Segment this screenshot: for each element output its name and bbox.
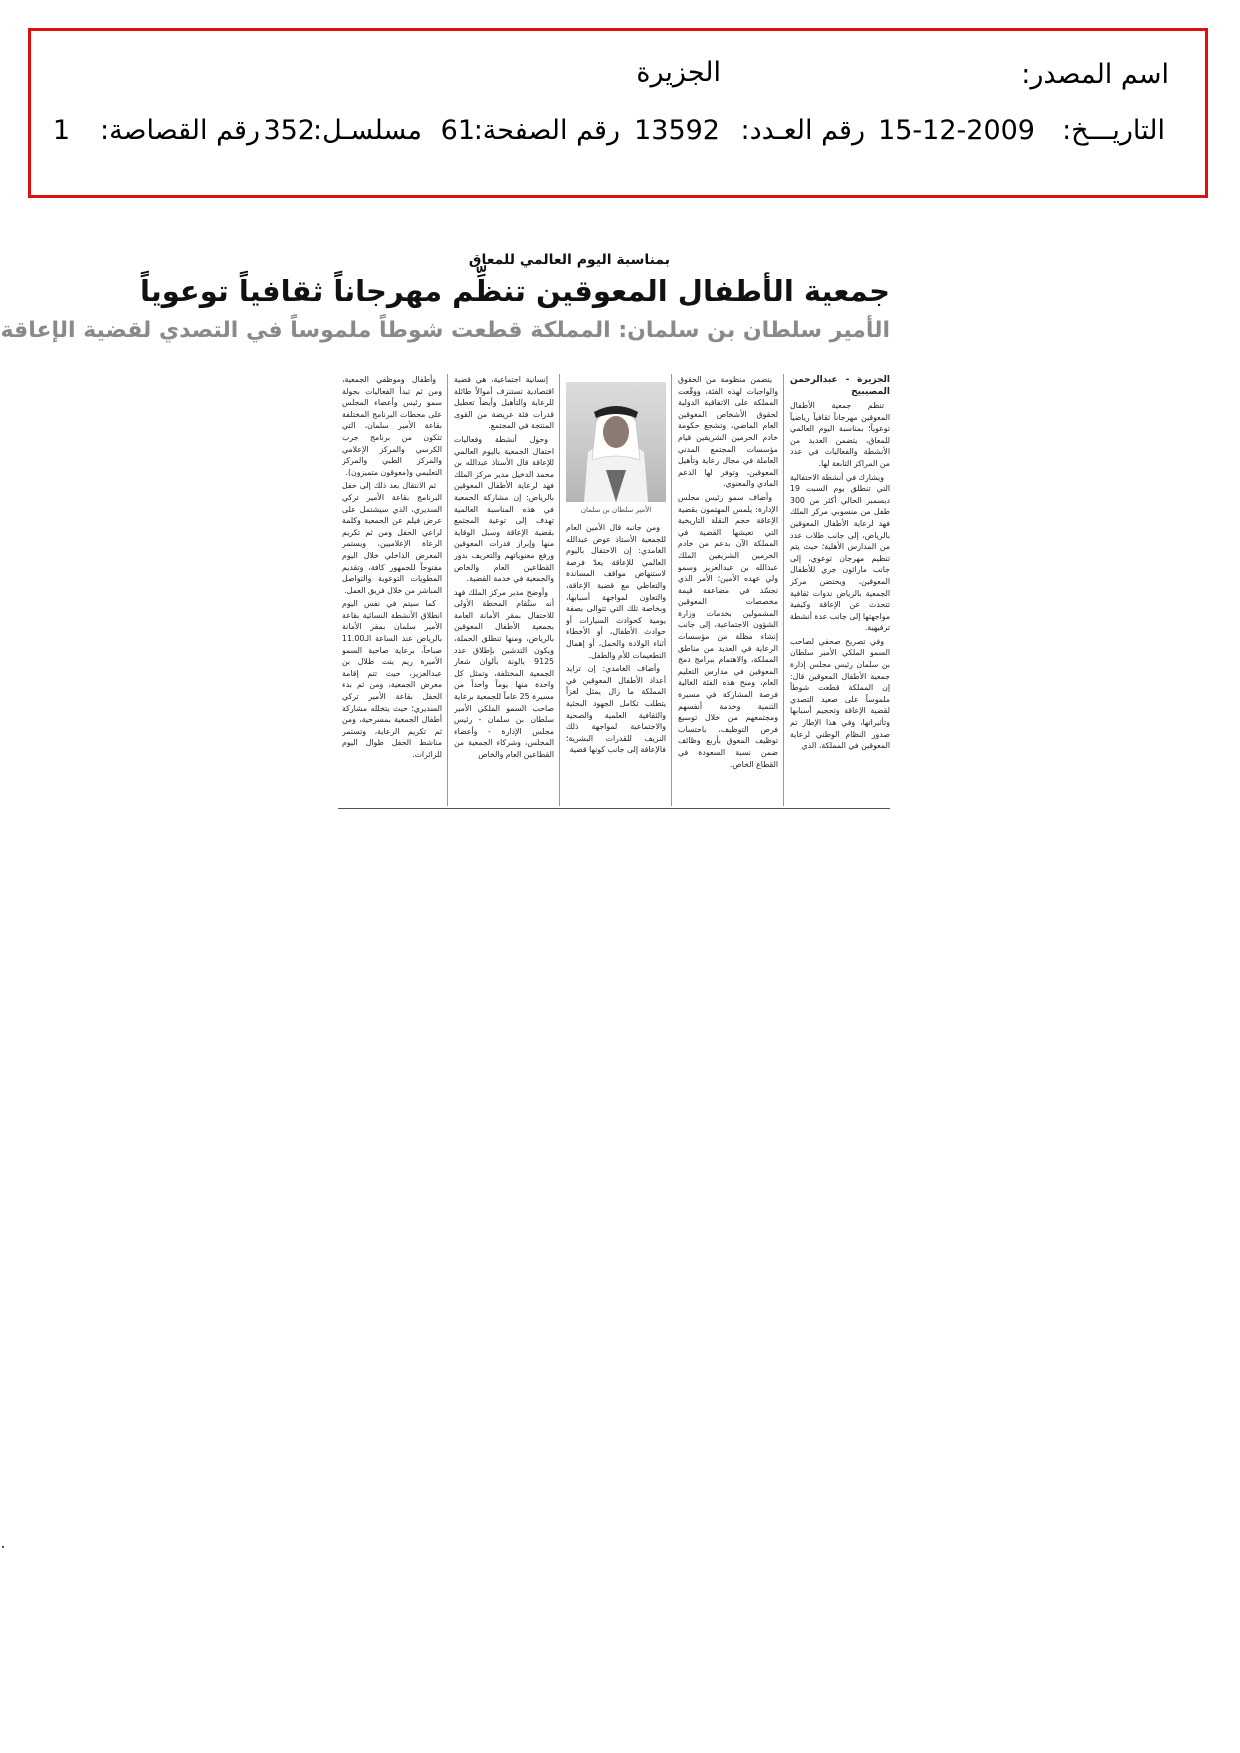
portrait-photo xyxy=(566,382,666,502)
article-bottom-rule xyxy=(338,808,890,809)
paragraph: ويشارك في أنشطة الاحتفالية التي تنطلق يوم السبت 19 ديسمبر الحالي أكثر من 300 طفل من منسوبي مركز الملك فهد لرعاية الأطفال المعوقين بالرياض، إلى جانب طلاب عدد من المدارس الأهلية؛ حيث يتم تنظيم مهرجان توعوي، إلى جانب ماراثون جري للأطفال المعوقين، ويحتضن مركز الجمعية بالرياض ندوات ثقافية تتحدث عن الإعاقة وكيفية مواجهتها إلى جانب عدة أنشطة ترفيهية. xyxy=(790,472,890,633)
paragraph: وحول أنشطة وفعاليات احتفال الجمعية باليوم العالمي للإعاقة قال الأستاذ عبدالله بن محمد الدخيل مدير مركز الملك فهد لرعاية الأطفال المعوقين بالرياض: إن مشاركة الجمعية في هذه المناسبة العالمية تهدف إلى توعية المجتمع بقضية الإعاقة وسبل الوقاية منها وإبراز قدرات المعوقين ورفع معنوياتهم والتعريف بدور القطاعين العام والخاص والجمعية في خدمة القضية. xyxy=(454,434,554,584)
portrait-figure-icon xyxy=(566,382,666,502)
date-value: 15-12-2009 xyxy=(878,115,1035,146)
date-label: التاريـــخ: xyxy=(1062,115,1165,146)
paragraph: ومن جانبه قال الأمين العام للجمعية الأستاذ عوض عبدالله الغامدي: إن الاحتفال باليوم العالمي للإعاقة يعدّ فرصة لاستنهاض مواقف المساندة والتعاطي مع قضية الإعاقة، والتعاون لمواجهة أسبابها، وبخاصة تلك التي تتوالى بصفة يومية كحوادث السيارات أو حوادث الأطفال، أو الأخطاء أثناء الولادة والحمل، أو إهمال التطعيمات للأم والطفل. xyxy=(566,523,666,660)
article-byline: الجزيرة - عبدالرحمن المصيبيح xyxy=(790,375,890,397)
paragraph: تنظم جمعية الأطفال المعوقين مهرجاناً ثقافياً رياضياً توعوياً؛ بمناسبة اليوم العالمي للمعاق، يتضمن العديد من الأنشطة والفعاليات في عدد من المراكز التابعة لها. xyxy=(790,401,890,468)
clipping-label: رقم القصاصة: xyxy=(99,115,260,146)
paragraph: وأضاف الغامدي: إن تزايد أعداد الأطفال المعوقين في المملكة ما زال يمثل لغزاً يتطلب تكامل الجهود البحثية والثقافية العلمية والصحية والاجتماعية لمواجهة ذلك النزيف للقدرات البشرية؛ فالإعاقة إلى جانب كونها قضية xyxy=(566,664,666,755)
column-divider xyxy=(447,374,448,806)
article-column-1 xyxy=(790,374,890,804)
paragraph: وأوضح مدير مركز الملك فهد أنه ستُقام المحطة الأولى للاحتفال بمقر الأمانة العامة بجمعية الأطفال المعوقين بالرياض، ومنها تنطلق الحملة، ويكون التدشين بإطلاق عدد 9125 بالونة بألوان شعار الجمعية المختلفة، وتمثل كل واحدة منها يوماً واحداً من مسيرة 25 عاماً للجمعية برعاية صاحب السمو الملكي الأمير سلطان بن سلمان - رئيس مجلس الإدارة - وأعضاء المجلس، وشركاء الجمعية من القطاعين العام والخاص xyxy=(454,587,554,759)
source-label: اسم المصدر: xyxy=(1021,59,1169,90)
source-value: الجزيرة xyxy=(636,57,721,88)
paragraph: إنسانية اجتماعية، هي قضية اقتصادية تستنزف أموالاً طائلة للرعاية والتأهيل وأيضاً تعطيل قدرات فئة عريضة من القوى المنتجة في المجتمع. xyxy=(454,375,554,431)
issue-label: رقم العـدد: xyxy=(740,115,865,146)
paragraph: كما سيتم في نفس اليوم انطلاق الأنشطة النسائية بقاعة الأمير سلمان بمقر الأمانة بالرياض عند الساعة الـ11.00 صباحاً، برعاية صاحبة السمو الأميرة ريم بنت طلال بن عبدالعزيز، حيث تتم إقامة معرض الجمعية، ومن ثم بدء الحفل بقاعة الأمير تركي السديري؛ حيث يتخلله مشاركة أطفال الجمعية بمسرحية، ومن ثم تكريم الرعاية، وتستمر مناشط الحفل طوال اليوم للزائرات. xyxy=(342,599,442,759)
page-label: رقم الصفحة: xyxy=(473,115,620,146)
article-column-2 xyxy=(678,374,778,804)
clipping-header-box xyxy=(28,28,1208,198)
article-kicker: بمناسبة اليوم العالمي للمعاق xyxy=(468,252,670,268)
serial-label: مسلسـل: xyxy=(312,115,422,146)
page-value: 61 xyxy=(440,115,475,146)
article-column-4 xyxy=(454,374,554,804)
column-divider xyxy=(559,374,560,806)
clipping-value: 1 xyxy=(52,115,70,146)
paragraph: وأضاف سمو رئيس مجلس الإدارة: يلمس المهتمون بقضية الإعاقة حجم النقلة التاريخية التي تعيشها القضية في المملكة الآن بدعم من خادم الحرمين الشريفين الملك عبدالله بن عبدالعزيز وسمو ولي عهده الأمين؛ الأمر الذي تجسّد في مضاعفة قيمة مخصصات المعوقين المشمولين بخدمات وزارة الشؤون الاجتماعية، إلى جانب إنشاء مظلة من مؤسسات الرعاية في العديد من مناطق المملكة، والاهتمام ببرامج دمج المعوقين في مدارس التعليم العام، ومنح هذه الفئة الغالية فرصة المشاركة في مسيرة التنمية وخدمة أنفسهم ومجتمعهم من خلال توسيع فرص التوظيف، باحتساب توظيف المعوق بأربع وظائف ضمن نسبة السعودة في القطاع الخاص. xyxy=(678,492,778,769)
article-headline: جمعية الأطفال المعوقين تنظِّم مهرجاناً ثقافياً توعوياً xyxy=(139,274,890,308)
issue-value: 13592 xyxy=(634,115,720,146)
paragraph: وأطفال وموظفي الجمعية، ومن ثم تبدأ الفعاليات بجولة سمو رئيس وأعضاء المجلس على محطات البرنامج المختلفة بقاعة الأمير سلمان، التي تتكون من برنامج جرب الكرسي والمركز الإعلامي والمركز الطبي والمركز التعليمي و(معوقون متميزون). xyxy=(342,375,442,477)
article-column-3 xyxy=(566,522,666,804)
column-divider xyxy=(783,374,784,806)
serial-value: 352 xyxy=(263,115,315,146)
column-divider xyxy=(671,374,672,806)
article-subheadline: الأمير سلطان بن سلمان: المملكة قطعت شوطاً ملموساً في التصدي لقضية الإعاقة xyxy=(0,318,890,343)
paragraph: ثم الانتقال بعد ذلك إلى حفل البرنامج بقاعة الأمير تركي السديري، الذي سيشتمل على عرض فيلم عن الجمعية وكلمة لراعي الحفل ومن ثم تكريم الرعاة الإعلاميين، ويستمر المعرض الداخلي خلال اليوم مفتوحاً للجمهور كافة، وتقديم المطويات التوعوية والتواصل المباشر من خلال فريق العمل. xyxy=(342,481,442,595)
paragraph: يتضمن منظومة من الحقوق والواجبات لهذه الفئة، ووقّعت المملكة على الاتفاقية الدولية لحقوق الأشخاص المعوقين العام الماضي، وتشجع حكومة خادم الحرمين الشريفين قيام مؤسسات المجتمع المدني العاملة في مجال رعاية وتأهيل المعوقين، وتوفر لها الدعم المادي والمعنوي. xyxy=(678,375,778,489)
article-column-5 xyxy=(342,374,442,804)
scan-artifact xyxy=(2,1546,4,1548)
paragraph: وفي تصريح صحفي لصاحب السمو الملكي الأمير سلطان بن سلمان رئيس مجلس إدارة جمعية الأطفال المعوقين قال: إن المملكة قطعت شوطاً ملموساً على صعيد التصدي لقضية الإعاقة وتحجيم أسبابها وتأثيراتها، وفي هذا الإطار تم صدور النظام الوطني لرعاية المعوقين في المملكة، الذي xyxy=(790,636,890,751)
photo-caption: الأمير سلطان بن سلمان xyxy=(580,506,652,514)
